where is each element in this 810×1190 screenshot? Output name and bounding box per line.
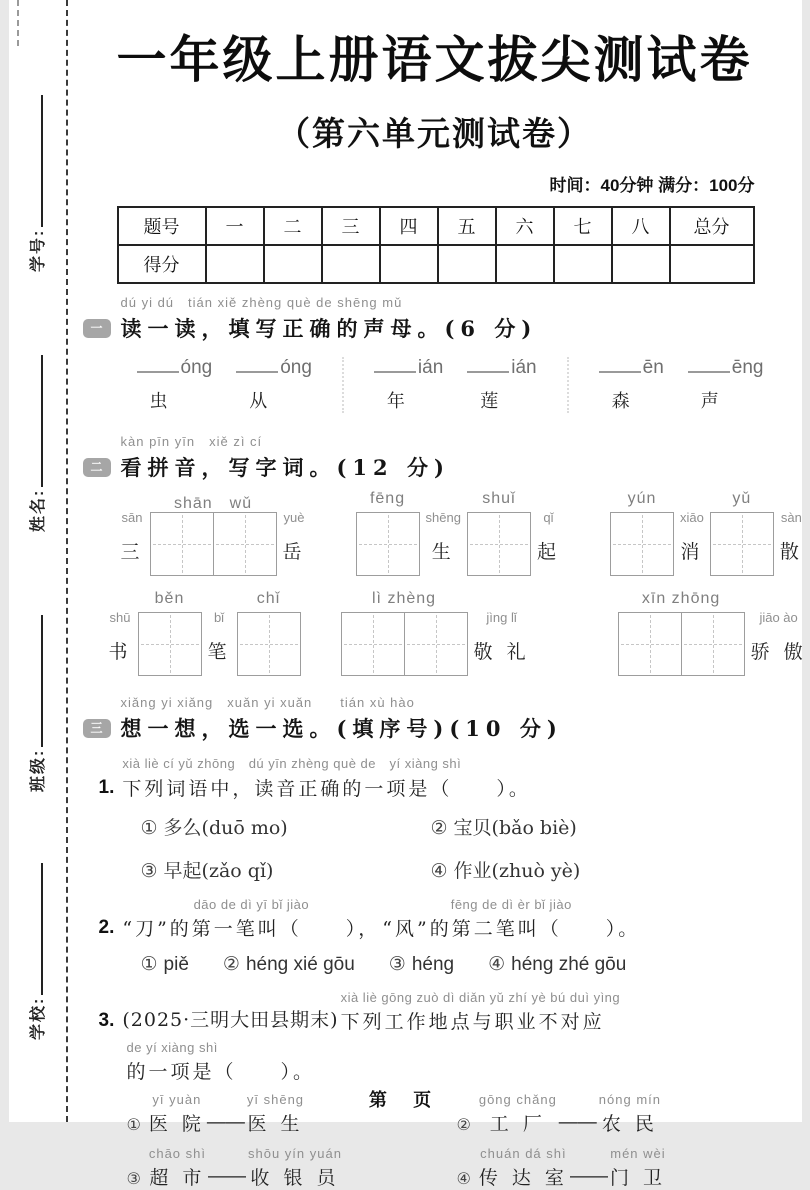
option-item (431, 856, 785, 883)
option-word-1 (149, 1146, 206, 1190)
label-pinyin: jiāo ào (759, 610, 798, 625)
option-item (431, 813, 785, 840)
q1-blank-item (137, 357, 213, 413)
score-table-header-cell: 七 (554, 207, 612, 245)
option-item (141, 856, 431, 883)
tianzige-cell (618, 612, 682, 676)
sub3-line2-segment (127, 1040, 316, 1084)
score-empty-cell (612, 245, 670, 283)
word-label (420, 510, 467, 564)
initial-blank-line (374, 360, 416, 373)
word-hanzi: 农 民 (601, 1113, 658, 1135)
word-hanzi: 医 院 (148, 1113, 205, 1135)
score-table-header-cell: 题号 (118, 207, 206, 245)
option-number: ③ (126, 1169, 141, 1188)
writing-grid (150, 490, 277, 576)
option-word-1 (479, 1146, 568, 1190)
option-text: héng xié gōu (245, 954, 355, 975)
q1-heading-text: 读一读，填写正确的声母。(6 分) (120, 316, 538, 341)
option-text: 宝贝(bǎo biè) (453, 817, 577, 839)
sub2-seg1-text: “刀”的第一笔叫（ ）， (122, 918, 381, 940)
option-item (389, 953, 454, 976)
score-table (117, 206, 755, 284)
label-hanzi: 敬 礼 (473, 641, 530, 663)
q3-number-badge: 三 (83, 719, 111, 738)
option-text: 作业(zhuò yè) (453, 860, 581, 882)
sub1-text: 下列词语中，读音正确的一项是（ ）。 (122, 778, 531, 800)
label-hanzi: 消 (680, 541, 704, 563)
student-name-label: 姓名: (29, 488, 47, 532)
q2-heading-pinyin: kàn pīn yīn xiě zì cí (120, 434, 263, 449)
grid-pinyin: chǐ (256, 590, 281, 607)
sub2-seg2-pinyin: fēng de dì èr bǐ jiào (450, 897, 572, 912)
q2-group-lizheng-jingli (341, 590, 536, 676)
word-pinyin: yī yuàn (152, 1092, 202, 1107)
sub3-number: 3. (98, 1010, 115, 1031)
score-table-header-cell: 一 (206, 207, 264, 245)
writing-grid (138, 590, 202, 676)
word-hanzi: 医 生 (247, 1113, 304, 1135)
word-pinyin: mén wèi (610, 1146, 666, 1161)
word-label (468, 610, 536, 664)
sub3-seg-text: 下列工作地点与职业不对应 (340, 1011, 605, 1033)
q2-heading (83, 431, 785, 482)
q2-heading-text: 看拼音，写字词。(12 分) (120, 455, 450, 480)
sub3-seg-pinyin: xià liè gōng zuò dì diǎn yǔ zhí yè bú duì yìng (340, 990, 621, 1005)
q3-sub3-line2 (127, 1040, 785, 1084)
sub3-segment (341, 990, 621, 1034)
initial-blank-line (688, 360, 730, 373)
tianzige-cell (681, 612, 745, 676)
label-hanzi: 生 (431, 541, 455, 563)
option-item (223, 953, 355, 976)
pinyin-final: ēng (731, 357, 764, 378)
writing-grid (467, 490, 531, 576)
connector-dash: —— (206, 1112, 245, 1133)
word-label (674, 510, 710, 564)
sub1-segment (122, 753, 531, 801)
target-hanzi: 年 (386, 391, 405, 412)
sub2-segment-2 (382, 897, 640, 941)
grid-pinyin: shuǐ (482, 490, 516, 507)
grid-pinyin: yún (627, 490, 657, 507)
test-paper-page (9, 0, 807, 1189)
grid-pinyin: lì zhèng (372, 590, 437, 607)
q1-blank-row (107, 357, 785, 413)
tianzige-cell (467, 512, 531, 576)
word-pinyin: shōu yín yuán (248, 1146, 342, 1161)
grid-pinyin: běn (154, 590, 185, 607)
label-pinyin: sàn (780, 510, 802, 525)
q2-group-shuben-bichi (103, 590, 301, 676)
option-text: piě (163, 954, 189, 975)
tianzige-cell (341, 612, 405, 676)
word-label (115, 510, 150, 564)
option-number: ① (140, 817, 158, 839)
initial-blank-line (137, 360, 179, 373)
word-label (277, 510, 312, 564)
q3-sub2-options (141, 953, 785, 976)
target-hanzi: 虫 (149, 391, 168, 412)
score-empty-cell (496, 245, 554, 283)
score-empty-cell (322, 245, 380, 283)
option-number: ③ (388, 953, 406, 975)
option-number: ③ (140, 860, 158, 882)
connector-dash: —— (208, 1166, 246, 1187)
q1-blank-item (467, 357, 536, 413)
pinyin-final: ián (511, 357, 537, 378)
score-empty-cell (264, 245, 322, 283)
sub2-seg2-text: “风”的第二笔叫（ ）。 (382, 918, 641, 940)
option-text: 多么(duō mo) (163, 817, 288, 839)
word-pinyin: chāo shì (148, 1146, 206, 1161)
score-table-header-row (118, 207, 754, 245)
q3-sub1-options (141, 813, 785, 883)
page-edge-dash (17, 0, 19, 46)
option-item (127, 1146, 457, 1190)
tianzige-cell (150, 512, 214, 576)
option-number: ④ (456, 1169, 471, 1188)
sub2-segment-1 (122, 897, 380, 941)
label-hanzi: 起 (536, 541, 560, 563)
q1-blank-item (236, 357, 312, 413)
word-hanzi: 超 市 (149, 1167, 206, 1189)
class-label: 班级: (29, 748, 47, 792)
tianzige-cell (610, 512, 674, 576)
word-pinyin: chuán dá shì (480, 1146, 567, 1161)
label-pinyin: yuè (283, 510, 305, 525)
time-score-meta: 时间：40分钟 满分：100分 (549, 176, 755, 195)
word-label (531, 510, 566, 564)
option-word-2 (610, 1146, 666, 1190)
label-hanzi: 散 (779, 541, 803, 563)
score-empty-cell (554, 245, 612, 283)
grid-pinyin: yǔ (732, 490, 752, 507)
label-pinyin: xiāo (679, 510, 704, 525)
page-footer: 第 页 (368, 1090, 442, 1111)
option-item (141, 813, 431, 840)
score-table-header-cell: 八 (612, 207, 670, 245)
sub3-prefix (122, 1003, 338, 1034)
sub3-line2-text: 的一项是（ ）。 (126, 1061, 316, 1083)
q1-blank-item (688, 357, 764, 413)
score-table-header-cell: 三 (322, 207, 380, 245)
writing-grid (356, 490, 420, 576)
option-number: ② (456, 1115, 471, 1134)
writing-grid (710, 490, 774, 576)
label-pinyin: shū (109, 610, 131, 625)
q3-heading-pinyin: xiǎng yi xiǎng xuǎn yi xuǎn tián xù hào (120, 695, 415, 710)
label-hanzi: 骄 傲 (750, 641, 807, 663)
target-hanzi: 从 (249, 391, 268, 412)
student-id-blank (29, 95, 43, 227)
score-empty-cell (380, 245, 438, 283)
target-hanzi: 莲 (480, 391, 499, 412)
option-text: 早起(zǎo qǐ) (163, 860, 274, 882)
q2-grid-row-1 (115, 490, 803, 576)
q1-heading (83, 292, 785, 343)
word-label (745, 610, 810, 664)
label-hanzi: 岳 (282, 541, 306, 563)
label-pinyin: sān (121, 510, 143, 525)
q1-blank-item (374, 357, 443, 413)
q3-heading-text: 想一想，选一选。(填序号)(10 分) (120, 716, 563, 741)
word-pinyin: nóng mín (598, 1092, 661, 1107)
tianzige-cell (138, 612, 202, 676)
sub2-seg1-pinyin: dāo de dì yī bǐ jiào (193, 897, 310, 912)
q2-number-badge: 二 (83, 458, 111, 477)
label-pinyin: shēng (425, 510, 461, 525)
initial-blank-line (599, 360, 641, 373)
q1-number-badge: 一 (83, 319, 111, 338)
initial-blank-line (236, 360, 278, 373)
score-empty-cell (438, 245, 496, 283)
target-hanzi: 声 (700, 391, 719, 412)
option-item (141, 953, 189, 976)
q2-group-yunxiaoyusan (610, 490, 809, 576)
option-number: ① (126, 1115, 141, 1134)
grid-pinyin: shān wǔ (173, 495, 253, 512)
word-hanzi: 门 卫 (609, 1167, 666, 1189)
option-text: héng zhé gōu (511, 954, 627, 975)
q2-group-sanshanwuyue (115, 490, 312, 576)
word-hanzi: 收 银 员 (250, 1167, 340, 1189)
writing-grid (237, 590, 301, 676)
option-text: héng (411, 954, 455, 975)
option-number: ① (140, 953, 158, 975)
label-pinyin: qǐ (543, 510, 554, 525)
paper-subtitle: （第六单元测试卷） (277, 115, 592, 152)
label-pinyin: jìng lǐ (486, 610, 517, 625)
score-empty-cell (206, 245, 264, 283)
q3-sub3 (99, 990, 785, 1034)
tianzige-cell (356, 512, 420, 576)
paper-title: 一年级上册语文拔尖测试卷 (116, 32, 753, 88)
score-table-header-cell: 六 (496, 207, 554, 245)
target-hanzi: 森 (611, 391, 630, 412)
word-pinyin: yī shēng (246, 1092, 305, 1107)
score-empty-cell (670, 245, 754, 283)
sub2-number: 2. (98, 917, 115, 938)
connector-dash: —— (558, 1112, 597, 1133)
q1-group-1 (107, 357, 342, 413)
tianzige-cell (710, 512, 774, 576)
class-field (25, 615, 48, 792)
score-label-cell: 得分 (118, 245, 206, 283)
word-label (202, 610, 237, 664)
sub3-line2-pinyin: de yí xiàng shì (126, 1040, 218, 1055)
q3-sub1 (99, 753, 785, 801)
score-table-header-cell: 四 (380, 207, 438, 245)
grid-pinyin: xīn zhōng (641, 590, 721, 607)
word-hanzi: 工 厂 (489, 1113, 546, 1135)
q2-grid-row-2 (103, 590, 807, 676)
q3-heading (83, 692, 785, 743)
pinyin-final: óng (180, 357, 213, 378)
q2-group-xinzhong-jiaoao (618, 590, 810, 676)
pinyin-final: óng (280, 357, 312, 378)
label-pinyin: bǐ (213, 610, 225, 625)
option-item (457, 1146, 785, 1190)
score-table-header-cell: 总分 (670, 207, 754, 245)
word-pinyin: gōng chǎng (478, 1092, 557, 1107)
initial-blank-line (467, 360, 509, 373)
student-id-label: 学号: (29, 228, 47, 272)
connector-dash: —— (569, 1166, 608, 1187)
q2-group-fengshengshuiqi (356, 490, 566, 576)
writing-grid (618, 590, 745, 676)
class-blank (29, 615, 43, 747)
word-label (103, 610, 138, 664)
sub3-prefix-text: (2025·三明大田县期末) (122, 1009, 339, 1031)
label-hanzi: 笔 (207, 641, 231, 663)
score-table-header-cell: 二 (264, 207, 322, 245)
school-label: 学校: (29, 996, 47, 1040)
sub1-pinyin: xià liè cí yǔ zhōng dú yīn zhèng què de yí xiàng shì (122, 756, 462, 771)
pinyin-final: ián (417, 357, 444, 378)
student-name-field (25, 355, 48, 532)
binding-dashed-line (66, 0, 68, 1122)
grid-pinyin: fēng (369, 490, 406, 507)
q1-group-3 (567, 357, 794, 413)
score-table-score-row (118, 245, 754, 283)
label-hanzi: 三 (120, 541, 144, 563)
word-label (774, 510, 809, 564)
word-hanzi: 传 达 室 (478, 1167, 568, 1189)
option-number: ② (430, 817, 448, 839)
writing-grid (341, 590, 468, 676)
option-item (488, 953, 626, 976)
school-blank (29, 863, 43, 995)
option-number: ④ (430, 860, 448, 882)
q1-group-2 (342, 357, 567, 413)
q1-blank-item (599, 357, 664, 413)
q3-sub2 (99, 897, 785, 941)
label-hanzi: 书 (108, 641, 132, 663)
tianzige-cell (213, 512, 277, 576)
school-field (25, 863, 48, 1040)
student-name-blank (29, 355, 43, 487)
q1-heading-pinyin: dú yi dú tián xiě zhèng què de shēng mǔ (120, 295, 403, 310)
writing-grid (610, 490, 674, 576)
student-id-field (25, 95, 48, 272)
score-table-header-cell: 五 (438, 207, 496, 245)
option-word-2 (248, 1146, 342, 1190)
option-number: ④ (488, 953, 506, 975)
sub1-number: 1. (98, 777, 115, 798)
tianzige-cell (237, 612, 301, 676)
pinyin-final: ēn (642, 357, 664, 378)
tianzige-cell (404, 612, 468, 676)
option-number: ② (222, 953, 240, 975)
